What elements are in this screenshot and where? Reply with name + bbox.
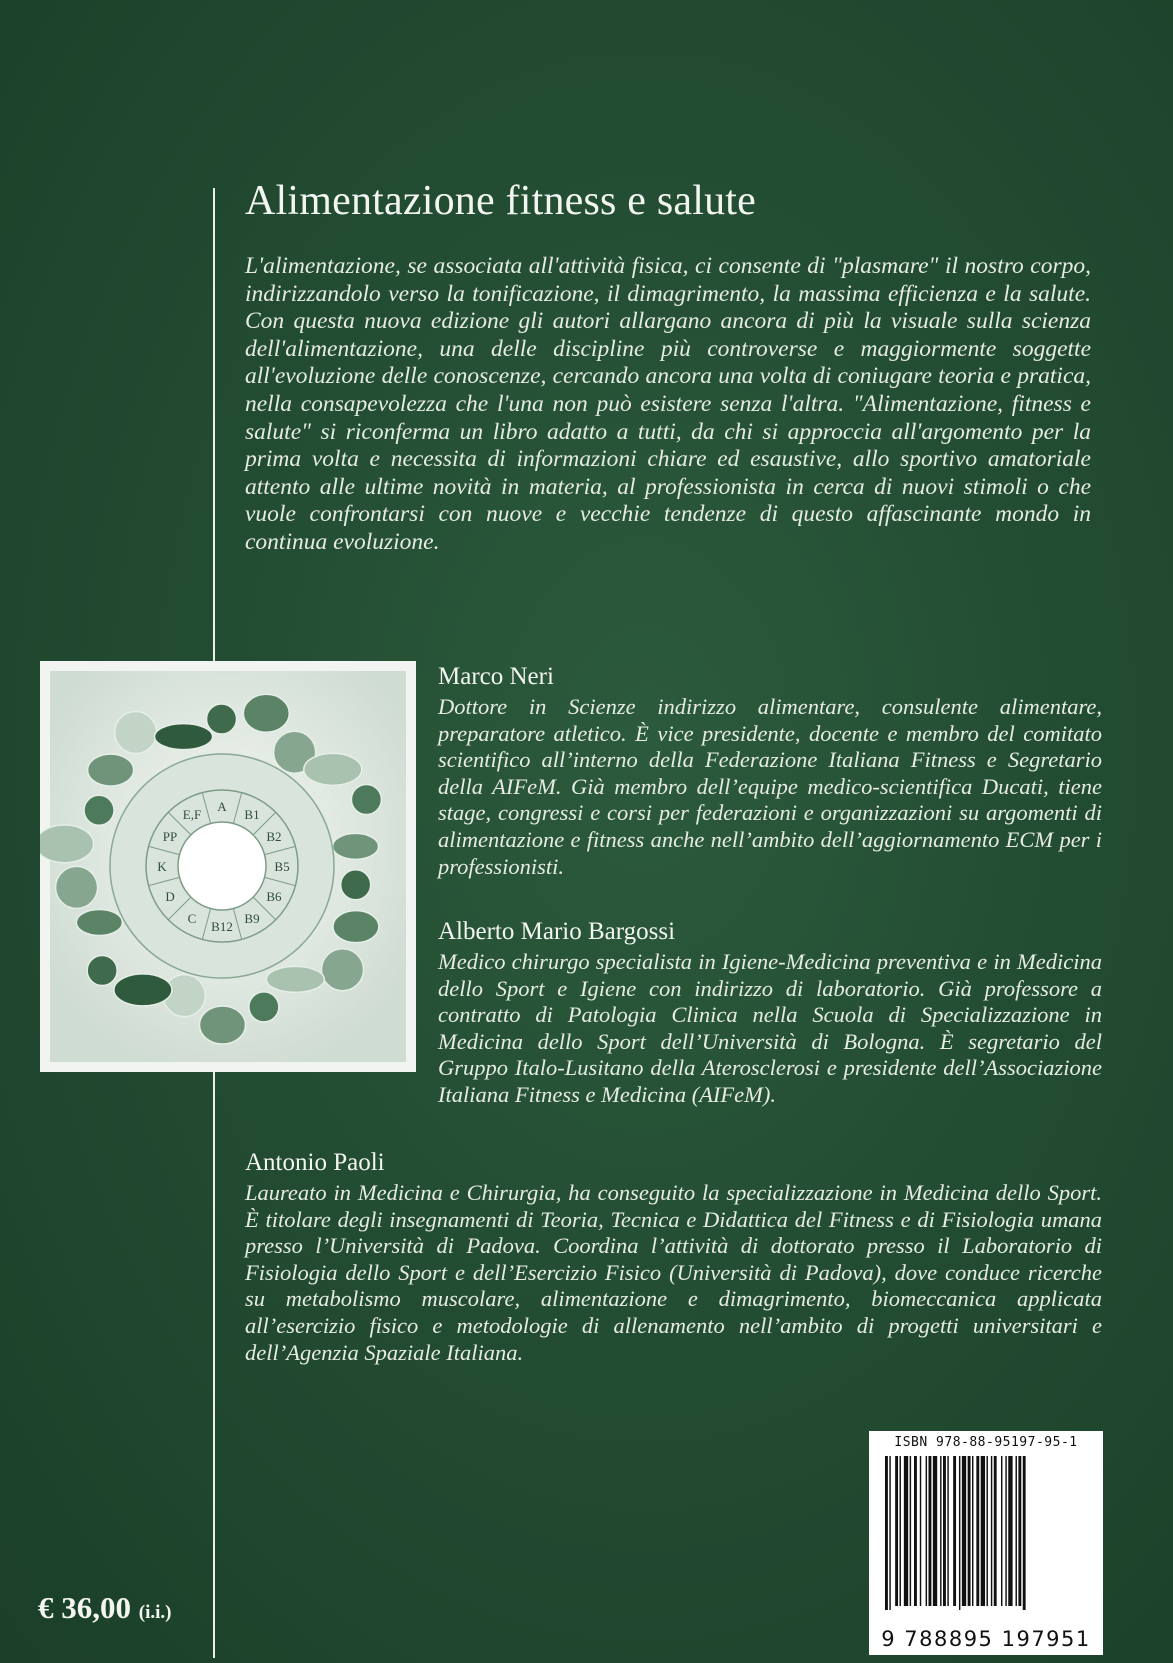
price-amount: € 36,00 — [38, 1590, 131, 1625]
vitamin-label: E,F — [182, 807, 202, 823]
barcode-bar — [926, 1456, 927, 1606]
barcode-bar — [910, 1456, 911, 1606]
food-shape — [155, 724, 213, 750]
author-bio: Medico chirurgo specialista in Igiene-Medicina preventiva e in Medicina dello Sport e Igiene con indirizzo di laboratorio. Già professore a contratto di Patologia Clinica nella Scuola di Specializzazione in Medicina dello Sport dell’Università di Bologna. È segretario del Gruppo Italo-Lusitano della Aterosclerosi e presidente dell’Associazione Italiana Fitness e Medicina (AIFeM). — [438, 949, 1102, 1107]
author-bio-2-part — [438, 949, 1102, 1109]
vitamin-label: B1 — [244, 807, 260, 823]
barcode-bar — [920, 1456, 921, 1606]
author-bio: Laureato in Medicina e Chirurgia, ha conseguito la specializzazione in Medicina dello Sport. È titolare degli insegnamenti di Teoria, Tecnica e Didattica del Fitness e di Fisiologia umana presso l’Università di Padova. Coordina l’attività di dottorato presso il Laboratorio di Fisiologia dello Sport e dell’Esercizio Fisico (Università di Padova), dove conduce ricerche su metabolismo muscolare, alimentazione e dimagrimento, biomeccanica applicata all’esercizio fisico e metodologie di allenamento nell’ambito di progetti universitari e dell’Agenzia Spaziale Italiana. — [245, 1180, 1102, 1365]
food-shape — [84, 795, 114, 825]
food-shape — [114, 974, 172, 1006]
barcode-bar — [947, 1456, 948, 1606]
barcode-bar — [976, 1456, 979, 1606]
author-bio: Dottore in Scienze indirizzo alimentare, consulente alimentare, preparatore atletico. È vice presidente, docente e membro del comitato scientifico all’interno della Federazione Italiana Fitness e Segretario della AIFeM. Già membro dell’equipe medico-scientifica Ducati, tiene stage, congressi e corsi per federazioni e organizzazioni su argomenti di alimentazione e fitness anche nell’ambito dell’aggiornamento ECM per i professionisti. — [438, 694, 1102, 879]
barcode-bar — [1016, 1456, 1017, 1606]
barcode-bars — [877, 1450, 1095, 1610]
vitamin-label: B2 — [266, 829, 282, 844]
food-shape — [56, 866, 98, 908]
vitamin-wheel-graphic — [40, 661, 416, 1072]
price — [38, 1590, 171, 1626]
barcode-bar — [1001, 1456, 1002, 1606]
barcode-bar — [940, 1456, 941, 1606]
book-description: L'alimentazione, se associata all'attività fisica, ci consente di "plasmare" il nostro corpo, indirizzandolo verso la tonificazione, il dimagrimento, la massima efficienza e la salute. Con questa nuova edizione gli autori allargano ancora di più la visuale sulla scienza dell'alimentazione, una delle discipline più controverse e maggiormente soggette all'evoluzione delle conoscenze, cercando ancora una volta di coniugare teoria e pratica, nella consapevolezza che l'una non può esistere senza l'altra. "Alimentazione, fitness e salute" si riconferma un libro adatto a tutti, da chi si approccia all'argomento per la prima volta e necessita di informazioni chiare ed esaustive, allo sportivo amatoriale attento alle ultime novità in materia, al professionista in cerca di nuovi stimoli o che vuole confrontarsi con nuove e vecchie tendenze di questo affascinante mondo in continua evoluzione. — [245, 253, 1091, 555]
book-title: Alimentazione fitness e salute — [245, 178, 757, 224]
barcode-bar — [929, 1456, 932, 1606]
vitamin-wheel-illustration — [40, 661, 416, 1072]
vitamin-label: B5 — [274, 859, 290, 874]
barcode-bar — [968, 1456, 971, 1606]
food-shape — [321, 949, 363, 991]
food-shape — [333, 833, 379, 859]
barcode-bar — [885, 1456, 888, 1610]
food-shape — [200, 1006, 246, 1044]
barcode-bar — [895, 1456, 898, 1606]
food-shape — [351, 784, 381, 814]
author-name: Marco Neri — [438, 663, 554, 690]
barcode-bar — [953, 1456, 956, 1606]
barcode-bar — [914, 1456, 917, 1606]
barcode-bar — [991, 1456, 992, 1606]
vitamin-label: C — [187, 910, 197, 926]
price-suffix: (i.i.) — [138, 1602, 172, 1623]
food-shape — [243, 694, 289, 732]
food-shape — [40, 825, 94, 863]
isbn-barcode — [869, 1431, 1103, 1655]
food-shape — [115, 712, 157, 754]
vitamin-label: K — [157, 859, 167, 874]
food-shape — [266, 966, 324, 992]
barcode-bar — [987, 1456, 988, 1606]
barcode-bar — [962, 1456, 966, 1606]
barcode-bar — [981, 1456, 985, 1606]
author-block-3 — [245, 1148, 1102, 1366]
food-shape — [304, 753, 362, 785]
barcode-bar — [900, 1456, 901, 1606]
vitamin-label: D — [165, 889, 175, 904]
barcode-bar — [904, 1456, 908, 1606]
food-shape — [88, 754, 134, 786]
barcode-bar — [994, 1456, 997, 1606]
isbn-label: ISBN 978-88-95197-95-1 — [894, 1435, 1078, 1450]
vitamin-label: B6 — [266, 889, 282, 904]
barcode-bar — [1005, 1456, 1006, 1606]
food-shape — [87, 956, 117, 986]
vitamin-label: PP — [162, 829, 178, 844]
author-block-1 — [438, 662, 1102, 880]
food-shape — [76, 909, 122, 935]
food-shape — [333, 911, 379, 943]
vitamin-label: B12 — [211, 919, 233, 934]
author-name: Alberto Mario Bargossi — [438, 918, 676, 945]
food-shape — [207, 704, 237, 734]
barcode-bar — [1008, 1456, 1012, 1606]
food-shape — [249, 992, 279, 1022]
barcode-bar — [959, 1456, 960, 1610]
barcode-bar — [1023, 1456, 1026, 1610]
ean-digits: 9 788895 197951 — [881, 1627, 1091, 1651]
food-shape — [341, 870, 371, 900]
wheel-center — [178, 822, 266, 910]
barcode-bar — [972, 1456, 973, 1606]
barcode-bar — [943, 1456, 946, 1606]
author-name: Antonio Paoli — [245, 1149, 385, 1176]
vitamin-label: A — [217, 799, 227, 814]
barcode-bar — [889, 1456, 890, 1610]
barcode-bar — [1018, 1456, 1021, 1606]
vitamin-label: B9 — [244, 910, 260, 926]
barcode-bar — [933, 1456, 937, 1606]
author-block-2 — [438, 917, 1102, 949]
